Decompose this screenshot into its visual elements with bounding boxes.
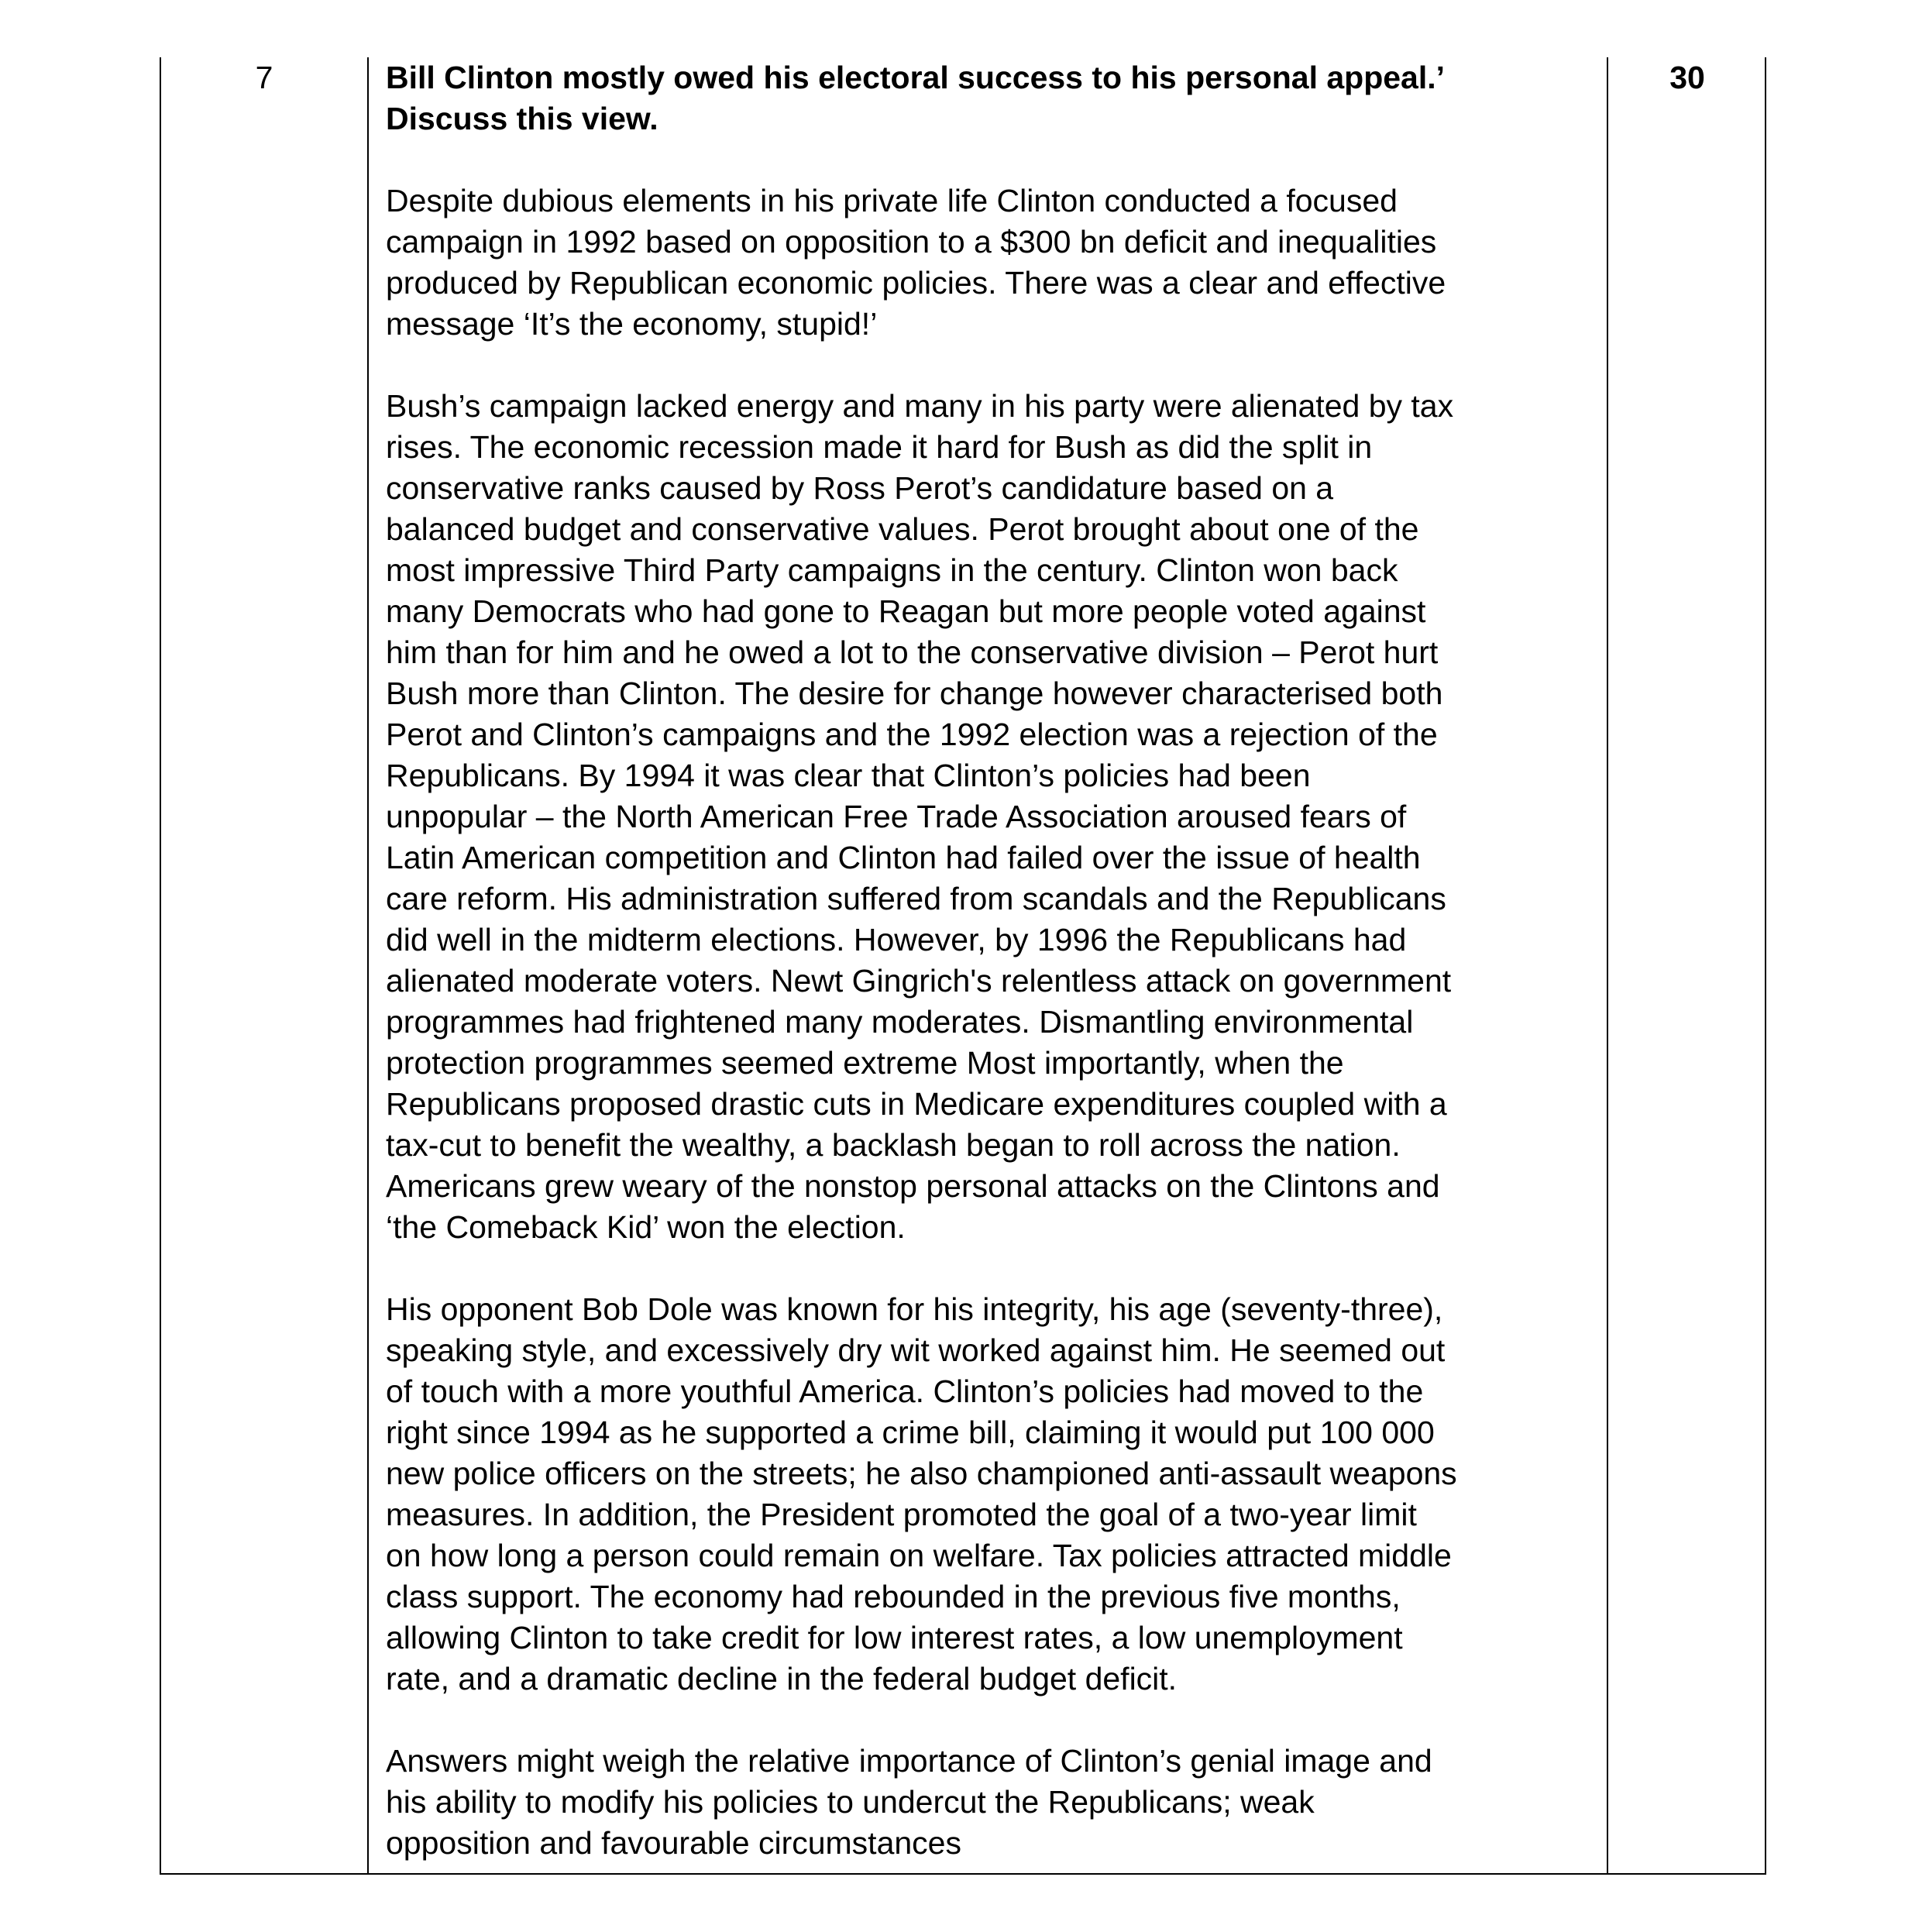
text-line: of touch with a more youthful America. Clinton’s policies had moved to the [386,1373,1424,1409]
text-line: Bush’s campaign lacked energy and many in his party were alienated by tax [386,388,1454,424]
text-line: speaking style, and excessively dry wit worked against him. He seemed out [386,1332,1446,1368]
mark-scheme-table [160,57,1766,1875]
text-line: rises. The economic recession made it hard for Bush as did the split in [386,429,1373,465]
text-line: alienated moderate voters. Newt Gingrich's relentless attack on government [386,963,1452,999]
marks-value: 30 [1669,60,1705,95]
text-line: Latin American competition and Clinton had failed over the issue of health [386,840,1421,875]
text-line: on how long a person could remain on welfare. Tax policies attracted middle [386,1538,1452,1573]
text-line: unpopular – the North American Free Trade Association aroused fears of [386,799,1407,834]
text-line: did well in the midterm elections. However, by 1996 the Republicans had [386,922,1407,957]
text-line: Americans grew weary of the nonstop personal attacks on the Clintons and [386,1168,1440,1204]
text-line: produced by Republican economic policies. There was a clear and effective [386,265,1446,301]
text-line: conservative ranks caused by Ross Perot’s candidature based on a [386,470,1334,506]
question-prompt [386,57,1594,139]
answer-paragraph-4 [386,1741,1594,1864]
text-line: Despite dubious elements in his private life Clinton conducted a focused [386,183,1398,218]
question-number: 7 [255,60,273,95]
text-line: Republicans. By 1994 it was clear that Clinton’s policies had been [386,758,1311,793]
column-divider-right [1607,57,1608,1873]
answer-paragraph-1 [386,180,1594,345]
text-line: most impressive Third Party campaigns in the century. Clinton won back [386,552,1398,588]
text-line: Republicans proposed drastic cuts in Medicare expenditures coupled with a [386,1086,1447,1122]
text-line: opposition and favourable circumstances [386,1825,961,1861]
text-line: measures. In addition, the President promoted the goal of a two-year limit [386,1497,1417,1532]
text-line: tax-cut to benefit the wealthy, a backlash began to roll across the nation. [386,1127,1401,1163]
column-divider-left [367,57,369,1873]
text-line: balanced budget and conservative values. Perot brought about one of the [386,511,1419,547]
text-line: new police officers on the streets; he also championed anti-assault weapons [386,1456,1457,1491]
text-line: campaign in 1992 based on opposition to a $300 bn deficit and inequalities [386,224,1437,260]
text-line: allowing Clinton to take credit for low interest rates, a low unemployment [386,1620,1403,1655]
text-line: Perot and Clinton’s campaigns and the 1992 election was a rejection of the [386,717,1438,752]
question-prompt-line: Bill Clinton mostly owed his electoral success to his personal appeal.’ [386,60,1446,95]
text-line: ‘the Comeback Kid’ won the election. [386,1209,906,1245]
text-line: class support. The economy had rebounded in the previous five months, [386,1579,1401,1614]
text-line: Bush more than Clinton. The desire for change however characterised both [386,676,1443,711]
text-line: His opponent Bob Dole was known for his integrity, his age (seventy-three), [386,1291,1443,1327]
text-line: message ‘It’s the economy, stupid!’ [386,306,878,342]
text-line: many Democrats who had gone to Reagan but more people voted against [386,593,1426,629]
text-line: right since 1994 as he supported a crime bill, claiming it would put 100 000 [386,1415,1435,1450]
text-line: programmes had frightened many moderates. Dismantling environmental [386,1004,1414,1040]
text-line: protection programmes seemed extreme Most importantly, when the [386,1045,1344,1081]
text-line: his ability to modify his policies to undercut the Republicans; weak [386,1784,1315,1820]
answer-paragraph-2 [386,386,1594,1248]
answer-content [386,57,1594,1864]
answer-paragraph-3 [386,1289,1594,1700]
text-line: him than for him and he owed a lot to the conservative division – Perot hurt [386,634,1439,670]
text-line: care reform. His administration suffered from scandals and the Republicans [386,881,1446,916]
text-line: Answers might weigh the relative importance of Clinton’s genial image and [386,1743,1432,1779]
question-prompt-line: Discuss this view. [386,101,658,136]
text-line: rate, and a dramatic decline in the federal budget deficit. [386,1661,1178,1697]
